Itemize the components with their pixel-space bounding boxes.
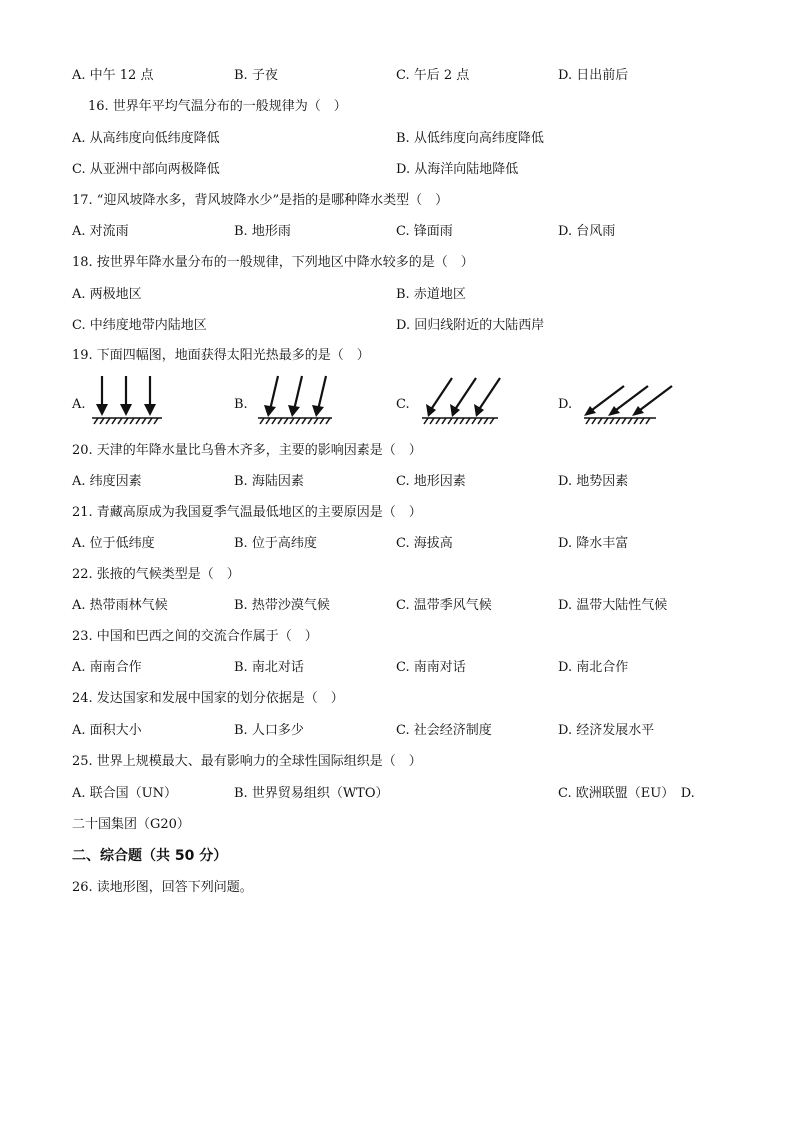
q20-option-b: B. 海陆因素 [234, 474, 304, 489]
q25-option-c: C. 欧洲联盟（EU） D. [558, 786, 695, 801]
q26-stem: 26. 读地形图，回答下列问题。 [72, 880, 253, 895]
q24-option-b: B. 人口多少 [234, 723, 304, 738]
q21-option-d: D. 降水丰富 [558, 536, 629, 551]
q20-option-a: A. 纬度因素 [72, 474, 142, 489]
q23-option-a: A. 南南合作 [72, 660, 142, 675]
q18-stem: 18. 按世界年降水量分布的一般规律，下列地区中降水较多的是（ ） [72, 255, 474, 270]
q16-option-b: B. 从低纬度向高纬度降低 [396, 131, 544, 146]
q19-option-b-diagram [254, 374, 338, 426]
q22-option-a: A. 热带雨林气候 [72, 598, 168, 613]
q24-option-c: C. 社会经济制度 [396, 723, 492, 738]
q25-option-a: A. 联合国（UN） [72, 786, 177, 801]
q19-option-c-label: C. [396, 397, 410, 412]
q19-option-a-diagram [88, 374, 164, 426]
q19-option-a-label: A. [72, 397, 86, 412]
q25-option-b: B. 世界贸易组织（WTO） [234, 786, 389, 801]
q24-option-d: D. 经济发展水平 [558, 723, 655, 738]
q17-stem: 17. “迎风坡降水多，背风坡降水少”是指的是哪种降水类型（ ） [72, 193, 449, 208]
q23-option-d: D. 南北合作 [558, 660, 629, 675]
q16-option-d: D. 从海洋向陆地降低 [396, 162, 519, 177]
q15-option-a: A. 中午 12 点 [72, 68, 154, 83]
q16-option-a: A. 从高纬度向低纬度降低 [72, 131, 220, 146]
q23-option-c: C. 南南对话 [396, 660, 466, 675]
q16-option-c: C. 从亚洲中部向两极降低 [72, 162, 220, 177]
q24-stem: 24. 发达国家和发展中国家的划分依据是（ ） [72, 691, 344, 706]
q25-stem: 25. 世界上规模最大、最有影响力的全球性国际组织是（ ） [72, 754, 422, 769]
q21-option-b: B. 位于高纬度 [234, 536, 317, 551]
q17-option-b: B. 地形雨 [234, 224, 291, 239]
q21-option-a: A. 位于低纬度 [72, 536, 155, 551]
q17-option-a: A. 对流雨 [72, 224, 129, 239]
q23-stem: 23. 中国和巴西之间的交流合作属于（ ） [72, 629, 318, 644]
q18-option-d: D. 回归线附近的大陆西岸 [396, 318, 545, 333]
q19-option-d-diagram [580, 380, 680, 426]
q20-option-c: C. 地形因素 [396, 474, 466, 489]
q15-option-d: D. 日出前后 [558, 68, 629, 83]
q20-stem: 20. 天津的年降水量比乌鲁木齐多，主要的影响因素是（ ） [72, 443, 422, 458]
q22-option-d: D. 温带大陆性气候 [558, 598, 668, 613]
q20-option-d: D. 地势因素 [558, 474, 629, 489]
q18-option-b: B. 赤道地区 [396, 287, 466, 302]
q19-option-d-label: D. [558, 397, 573, 412]
q23-option-b: B. 南北对话 [234, 660, 304, 675]
q22-option-c: C. 温带季风气候 [396, 598, 492, 613]
q21-option-c: C. 海拔高 [396, 536, 453, 551]
q15-option-c: C. 午后 2 点 [396, 68, 470, 83]
q18-option-c: C. 中纬度地带内陆地区 [72, 318, 207, 333]
q21-stem: 21. 青藏高原成为我国夏季气温最低地区的主要原因是（ ） [72, 505, 422, 520]
q15-option-b: B. 子夜 [234, 68, 278, 83]
q16-stem: 16. 世界年平均气温分布的一般规律为（ ） [88, 99, 347, 114]
q25-option-d: 二十国集团（G20） [72, 817, 190, 832]
q19-stem: 19. 下面四幅图，地面获得太阳光热最多的是（ ） [72, 348, 370, 363]
q19-option-c-diagram [418, 374, 510, 426]
q24-option-a: A. 面积大小 [72, 723, 142, 738]
q17-option-c: C. 锋面雨 [396, 224, 453, 239]
q17-option-d: D. 台风雨 [558, 224, 616, 239]
section-heading: 二、综合题（共 50 分） [72, 848, 228, 864]
q22-option-b: B. 热带沙漠气候 [234, 598, 330, 613]
q18-option-a: A. 两极地区 [72, 287, 142, 302]
q22-stem: 22. 张掖的气候类型是（ ） [72, 567, 240, 582]
q19-option-b-label: B. [234, 397, 248, 412]
